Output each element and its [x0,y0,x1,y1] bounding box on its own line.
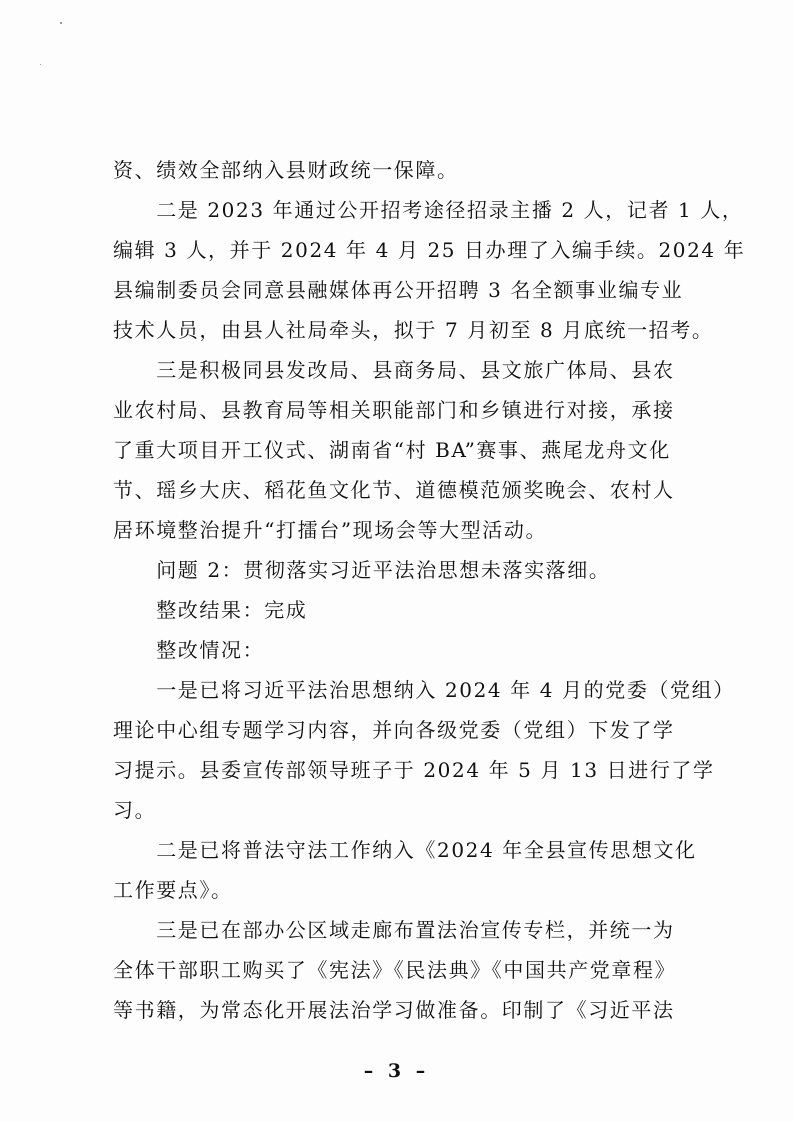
body-line: 理论中心组专题学习内容，并向各级党委（党组）下发了学 [113,718,675,742]
issue-heading: 问题 2：贯彻落实习近平法治思想未落实落细。 [113,558,611,582]
body-line: 节、瑶乡大庆、稻花鱼文化节、道德模范颁奖晚会、农村人 [113,478,675,502]
body-line: 三是积极同县发改局、县商务局、县文旅广体局、县农 [113,358,675,382]
page-number: – 3 – [363,1060,430,1082]
document-body [113,150,746,1030]
body-line: 编辑 3 人，并于 2024 年 4 月 25 日办理了入编手续。2024 年 [113,238,746,262]
body-line: 业农村局、县教育局等相关职能部门和乡镇进行对接，承接 [113,398,675,422]
body-line: 工作要点》。 [113,878,233,902]
body-line: 技术人员，由县人社局牵头，拟于 7 月初至 8 月底统一招考。 [113,318,714,342]
body-line: 三是已在部办公区域走廊布置法治宣传专栏，并统一为 [113,918,675,942]
rectification-result: 整改结果：完成 [113,598,308,622]
body-line: 习提示。县委宣传部领导班子于 2024 年 5 月 13 日进行了学 [113,758,715,782]
body-line: 等书籍，为常态化开展法治学习做准备。印制了《习近平法 [113,998,675,1022]
body-line: 资、绩效全部纳入县财政统一保障。 [113,158,459,182]
body-line: 二是 2023 年通过公开招考途径招录主播 2 人，记者 1 人， [113,198,744,222]
body-line: 二是已将普法守法工作纳入《2024 年全县宣传思想文化 [113,838,697,862]
body-line: 一是已将习近平法治思想纳入 2024 年 4 月的党委（党组） [113,678,735,702]
body-line: 习。 [113,798,157,822]
body-line: 县编制委员会同意县融媒体再公开招聘 3 名全额事业编专业 [113,278,684,302]
body-line: 全体干部职工购买了《宪法》《民法典》《中国共产党章程》 [113,958,677,982]
rectification-status-heading: 整改情况： [113,638,265,662]
scan-speck [60,22,62,24]
body-line: 居环境整治提升“打擂台”现场会等大型活动。 [113,518,548,542]
scan-speck [40,64,41,65]
body-line: 了重大项目开工仪式、湖南省“村 BA”赛事、燕尾龙舟文化 [113,438,671,462]
